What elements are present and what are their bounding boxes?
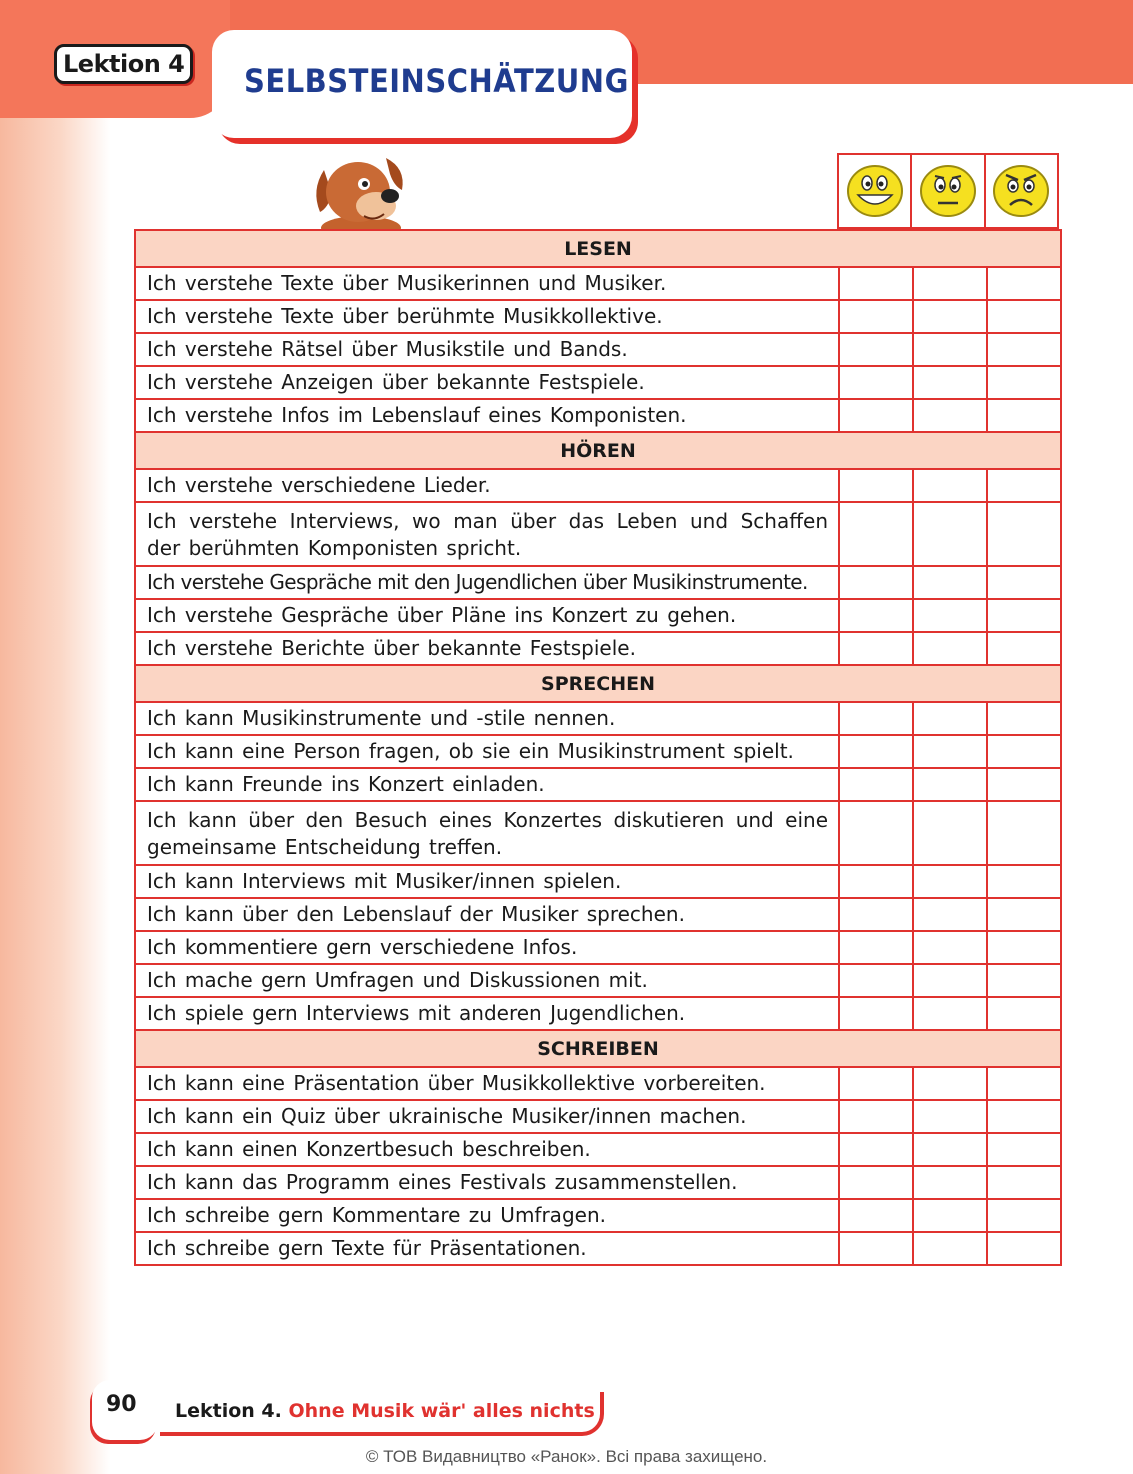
rating-cell-happy[interactable] <box>839 865 913 898</box>
statement-text: Ich verstehe Texte über Musikerinnen und Musiker. <box>135 267 839 300</box>
table-row <box>135 566 1061 599</box>
rating-cell-neutral[interactable] <box>913 735 987 768</box>
section-header-row <box>135 665 1061 702</box>
table-row <box>135 599 1061 632</box>
table-row <box>135 300 1061 333</box>
rating-header-unhappy <box>986 155 1057 227</box>
rating-cell-neutral[interactable] <box>913 566 987 599</box>
rating-cell-happy[interactable] <box>839 735 913 768</box>
table-row <box>135 267 1061 300</box>
table-row <box>135 865 1061 898</box>
statement-text: Ich verstehe verschiedene Lieder. <box>135 469 839 502</box>
statement-text: Ich kann über den Besuch eines Konzertes diskutieren und eine gemeinsame Entscheidung treffen. <box>135 801 839 865</box>
rating-cell-happy[interactable] <box>839 333 913 366</box>
statement-text: Ich verstehe Gespräche über Pläne ins Konzert zu gehen. <box>135 599 839 632</box>
footer-lesson-name: Ohne Musik wär' alles nichts <box>288 1400 595 1422</box>
table-row <box>135 801 1061 865</box>
rating-cell-neutral[interactable] <box>913 399 987 432</box>
rating-cell-neutral[interactable] <box>913 300 987 333</box>
happy-face-icon <box>846 163 904 219</box>
rating-cell-neutral[interactable] <box>913 502 987 566</box>
statement-text: Ich verstehe Gespräche mit den Jugendlichen über Musikinstrumente. <box>135 566 839 599</box>
rating-cell-unhappy[interactable] <box>987 502 1061 566</box>
statement-text: Ich verstehe Infos im Lebenslauf eines Komponisten. <box>135 399 839 432</box>
rating-header-neutral <box>912 155 985 227</box>
table-row <box>135 1100 1061 1133</box>
rating-cell-unhappy[interactable] <box>987 333 1061 366</box>
table-row <box>135 1232 1061 1265</box>
rating-cell-unhappy[interactable] <box>987 702 1061 735</box>
self-assessment-table <box>134 229 1062 1266</box>
section-header-row <box>135 230 1061 267</box>
rating-cell-neutral[interactable] <box>913 997 987 1030</box>
section-heading: SPRECHEN <box>135 665 1061 702</box>
section-header-row <box>135 1030 1061 1067</box>
rating-cell-happy[interactable] <box>839 469 913 502</box>
rating-cell-unhappy[interactable] <box>987 768 1061 801</box>
rating-cell-neutral[interactable] <box>913 964 987 997</box>
rating-cell-happy[interactable] <box>839 366 913 399</box>
unhappy-face-icon <box>992 163 1050 219</box>
rating-cell-unhappy[interactable] <box>987 1133 1061 1166</box>
footer-lesson-prefix: Lektion 4. <box>175 1400 282 1422</box>
rating-cell-happy[interactable] <box>839 1100 913 1133</box>
statement-text: Ich verstehe Anzeigen über bekannte Festspiele. <box>135 366 839 399</box>
statement-text: Ich verstehe Berichte über bekannte Festspiele. <box>135 632 839 665</box>
rating-cell-happy[interactable] <box>839 768 913 801</box>
rating-cell-unhappy[interactable] <box>987 366 1061 399</box>
rating-cell-unhappy[interactable] <box>987 964 1061 997</box>
rating-cell-happy[interactable] <box>839 1232 913 1265</box>
statement-text: Ich kann eine Präsentation über Musikkollektive vorbereiten. <box>135 1067 839 1100</box>
rating-cell-unhappy[interactable] <box>987 1067 1061 1100</box>
statement-text: Ich kann über den Lebenslauf der Musiker sprechen. <box>135 898 839 931</box>
rating-cell-happy[interactable] <box>839 399 913 432</box>
table-row <box>135 1067 1061 1100</box>
rating-cell-happy[interactable] <box>839 702 913 735</box>
table-row <box>135 399 1061 432</box>
rating-cell-unhappy[interactable] <box>987 399 1061 432</box>
rating-cell-neutral[interactable] <box>913 366 987 399</box>
rating-cell-unhappy[interactable] <box>987 1166 1061 1199</box>
rating-cell-happy[interactable] <box>839 964 913 997</box>
rating-cell-neutral[interactable] <box>913 1199 987 1232</box>
rating-cell-unhappy[interactable] <box>987 801 1061 865</box>
statement-text: Ich schreibe gern Kommentare zu Umfragen. <box>135 1199 839 1232</box>
rating-cell-neutral[interactable] <box>913 702 987 735</box>
rating-cell-neutral[interactable] <box>913 599 987 632</box>
statement-text: Ich kann eine Person fragen, ob sie ein Musikinstrument spielt. <box>135 735 839 768</box>
statement-text: Ich kann das Programm eines Festivals zusammenstellen. <box>135 1166 839 1199</box>
rating-cell-unhappy[interactable] <box>987 1199 1061 1232</box>
table-row <box>135 898 1061 931</box>
rating-cell-neutral[interactable] <box>913 632 987 665</box>
section-heading: SCHREIBEN <box>135 1030 1061 1067</box>
rating-cell-unhappy[interactable] <box>987 898 1061 931</box>
table-row <box>135 997 1061 1030</box>
statement-text: Ich mache gern Umfragen und Diskussionen mit. <box>135 964 839 997</box>
rating-cell-unhappy[interactable] <box>987 735 1061 768</box>
rating-cell-neutral[interactable] <box>913 333 987 366</box>
table-row <box>135 1166 1061 1199</box>
rating-cell-neutral[interactable] <box>913 469 987 502</box>
rating-cell-neutral[interactable] <box>913 898 987 931</box>
rating-cell-unhappy[interactable] <box>987 1232 1061 1265</box>
rating-cell-neutral[interactable] <box>913 931 987 964</box>
page-number: 90 <box>106 1392 137 1417</box>
table-row <box>135 768 1061 801</box>
rating-header <box>837 153 1059 229</box>
table-row <box>135 333 1061 366</box>
rating-cell-happy[interactable] <box>839 502 913 566</box>
rating-cell-neutral[interactable] <box>913 267 987 300</box>
statement-text: Ich spiele gern Interviews mit anderen Jugendlichen. <box>135 997 839 1030</box>
table-row <box>135 1199 1061 1232</box>
table-row <box>135 964 1061 997</box>
table-row <box>135 735 1061 768</box>
statement-text: Ich kann ein Quiz über ukrainische Musiker/innen machen. <box>135 1100 839 1133</box>
table-row <box>135 502 1061 566</box>
rating-cell-happy[interactable] <box>839 997 913 1030</box>
statement-text: Ich verstehe Interviews, wo man über das Leben und Schaffen der berühmten Komponisten spricht. <box>135 502 839 566</box>
table-row <box>135 1133 1061 1166</box>
table-row <box>135 931 1061 964</box>
rating-cell-neutral[interactable] <box>913 768 987 801</box>
rating-cell-unhappy[interactable] <box>987 931 1061 964</box>
rating-cell-happy[interactable] <box>839 1166 913 1199</box>
rating-cell-neutral[interactable] <box>913 1067 987 1100</box>
statement-text: Ich kommentiere gern verschiedene Infos. <box>135 931 839 964</box>
statement-text: Ich kann Musikinstrumente und -stile nennen. <box>135 702 839 735</box>
statement-text: Ich verstehe Rätsel über Musikstile und Bands. <box>135 333 839 366</box>
rating-cell-happy[interactable] <box>839 898 913 931</box>
rating-cell-happy[interactable] <box>839 599 913 632</box>
rating-cell-unhappy[interactable] <box>987 599 1061 632</box>
rating-cell-neutral[interactable] <box>913 1133 987 1166</box>
rating-cell-unhappy[interactable] <box>987 267 1061 300</box>
rating-cell-unhappy[interactable] <box>987 566 1061 599</box>
footer-lesson-title <box>175 1400 595 1422</box>
table-row <box>135 469 1061 502</box>
statement-text: Ich kann Freunde ins Konzert einladen. <box>135 768 839 801</box>
table-row <box>135 632 1061 665</box>
neutral-face-icon <box>919 163 977 219</box>
rating-cell-neutral[interactable] <box>913 801 987 865</box>
rating-cell-unhappy[interactable] <box>987 300 1061 333</box>
rating-cell-happy[interactable] <box>839 300 913 333</box>
rating-cell-unhappy[interactable] <box>987 632 1061 665</box>
statement-text: Ich verstehe Texte über berühmte Musikkollektive. <box>135 300 839 333</box>
section-heading: HÖREN <box>135 432 1061 469</box>
rating-cell-happy[interactable] <box>839 931 913 964</box>
rating-cell-happy[interactable] <box>839 566 913 599</box>
rating-cell-happy[interactable] <box>839 801 913 865</box>
rating-cell-unhappy[interactable] <box>987 997 1061 1030</box>
rating-cell-happy[interactable] <box>839 267 913 300</box>
rating-header-happy <box>839 155 912 227</box>
lesson-badge: Lektion 4 <box>54 44 193 84</box>
rating-cell-happy[interactable] <box>839 632 913 665</box>
table-body <box>135 230 1061 1265</box>
rating-cell-happy[interactable] <box>839 1133 913 1166</box>
table-row <box>135 366 1061 399</box>
rating-cell-happy[interactable] <box>839 1067 913 1100</box>
section-heading: LESEN <box>135 230 1061 267</box>
rating-cell-neutral[interactable] <box>913 865 987 898</box>
page-title: SELBSTEINSCHÄTZUNG <box>244 62 629 100</box>
rating-cell-neutral[interactable] <box>913 1232 987 1265</box>
rating-cell-neutral[interactable] <box>913 1100 987 1133</box>
table-row <box>135 702 1061 735</box>
rating-cell-unhappy[interactable] <box>987 865 1061 898</box>
rating-cell-neutral[interactable] <box>913 1166 987 1199</box>
statement-text: Ich schreibe gern Texte für Präsentationen. <box>135 1232 839 1265</box>
statement-text: Ich kann einen Konzertbesuch beschreiben. <box>135 1133 839 1166</box>
statement-text: Ich kann Interviews mit Musiker/innen spielen. <box>135 865 839 898</box>
section-header-row <box>135 432 1061 469</box>
rating-cell-happy[interactable] <box>839 1199 913 1232</box>
copyright-notice: © ТОВ Видавництво «Ранок». Всі права захищено. <box>365 1447 768 1466</box>
rating-cell-unhappy[interactable] <box>987 1100 1061 1133</box>
left-gradient-band <box>0 0 110 1474</box>
rating-cell-unhappy[interactable] <box>987 469 1061 502</box>
